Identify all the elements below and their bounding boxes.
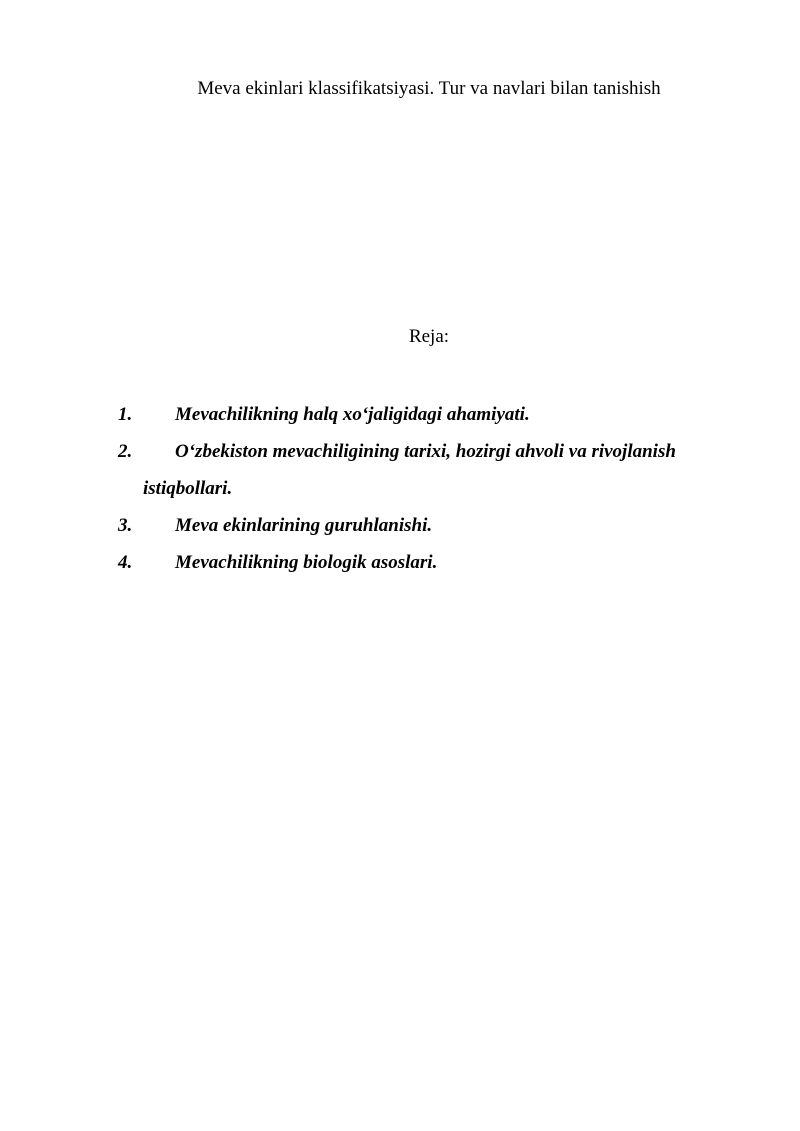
- plan-item: [118, 396, 758, 433]
- plan-item-text: [118, 433, 758, 507]
- plan-item-text: Mevachilikning biologik asoslari.: [175, 552, 438, 573]
- plan-item: [118, 507, 758, 544]
- document-title: Meva ekinlari klassifikatsiyasi. Tur va navlari bilan tanishish: [197, 78, 661, 99]
- plan-item-text-line: O‘zbekiston mevachiligining tarixi, hozirgi ahvoli va rivojlanish: [175, 441, 676, 462]
- plan-item-text: Mevachilikning halq xo‘jaligidagi ahamiyati.: [175, 404, 530, 425]
- plan-item-number: 1.: [118, 404, 133, 425]
- plan-item-text: Meva ekinlarining guruhlanishi.: [175, 515, 433, 536]
- plan-item-number: 2.: [118, 441, 133, 462]
- plan-item-number: 4.: [118, 552, 133, 573]
- plan-item: [118, 544, 758, 581]
- plan-list: [118, 396, 758, 581]
- plan-item-number: 3.: [118, 515, 133, 536]
- plan-item-text-line: istiqbollari.: [143, 478, 233, 499]
- plan-heading: Reja:: [408, 326, 450, 347]
- plan-item: [118, 433, 758, 507]
